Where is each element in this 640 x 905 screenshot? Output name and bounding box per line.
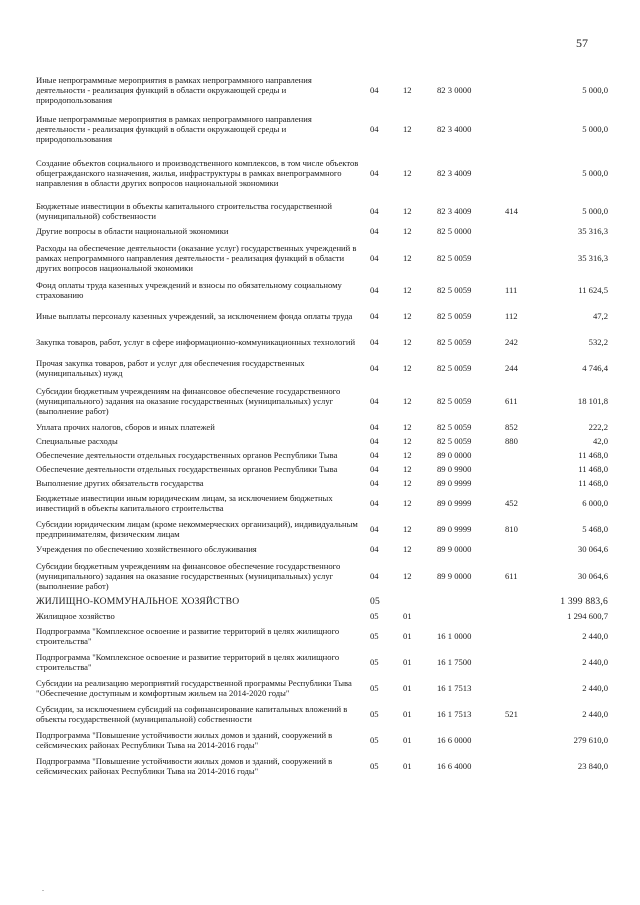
cell-name: Иные непрограммные мероприятия в рамках непрограммного направления деятельности - реализация функций в области окружающей среды и природопользования [36, 74, 312, 105]
cell-pr: 01 [403, 735, 412, 745]
cell-pr: 12 [403, 498, 412, 508]
cell-csr: 82 5 0000 [437, 226, 472, 236]
cell-pr: 12 [403, 464, 412, 474]
page-number: 57 [576, 36, 588, 50]
cell-vr: 111 [505, 285, 518, 295]
cell-vr [505, 238, 539, 277]
cell-name: Расходы на обеспечение деятельности (оказание услуг) государственных учреждений в рамках непрограммного направления деятельности - реализация функций в области других вопросов национальной экономики [36, 242, 357, 273]
cell-rz: 04 [370, 395, 379, 406]
cell-rz: 04 [370, 168, 379, 178]
cell-pr [403, 595, 437, 609]
cell-pr: 12 [403, 337, 412, 347]
cell-rz: 05 [370, 735, 379, 745]
cell-rz: 04 [370, 123, 379, 134]
cell-vr [505, 476, 539, 490]
cell-csr: 16 1 7500 [437, 657, 472, 667]
cell-csr: 89 0 0000 [437, 450, 472, 460]
cell-sum: 222,2 [588, 422, 608, 432]
cell-pr: 12 [403, 450, 412, 460]
cell-rz: 05 [370, 761, 379, 771]
cell-rz: 04 [370, 84, 379, 95]
cell-pr: 12 [403, 84, 412, 95]
cell-rz: 04 [370, 570, 379, 581]
cell-sum: 11 468,0 [578, 464, 608, 474]
cell-sum: 4 746,4 [582, 363, 608, 373]
cell-rz: 05 [370, 709, 379, 719]
cell-name: Другие вопросы в области национальной экономики [36, 226, 229, 236]
cell-vr: 452 [505, 498, 518, 508]
cell-rz: 04 [370, 252, 379, 263]
cell-pr: 12 [403, 570, 412, 581]
cell-pr: 12 [403, 123, 412, 134]
cell-pr: 12 [403, 422, 412, 432]
cell-name: Субсидии бюджетным учреждениям на финансовое обеспечение государственного (муниципального) задания на оказание государственных (муниципальных) услуг (выполнение работ) [36, 385, 341, 416]
cell-pr: 01 [403, 631, 412, 641]
cell-vr: 810 [505, 524, 518, 534]
cell-vr: 852 [505, 422, 518, 432]
cell-sum: 18 101,8 [577, 395, 608, 406]
cell-vr [505, 609, 539, 623]
cell-rz: 04 [370, 363, 379, 373]
cell-csr: 16 6 0000 [437, 735, 472, 745]
cell-sum: 279 610,0 [573, 735, 608, 745]
cell-sum: 30 064,6 [577, 544, 608, 554]
cell-vr: 244 [505, 363, 518, 373]
cell-pr: 12 [403, 206, 412, 216]
cell-csr: 82 5 0059 [437, 337, 472, 347]
cell-vr [505, 148, 539, 198]
cell-csr: 89 9 0000 [437, 544, 472, 554]
cell-rz: 04 [370, 436, 379, 446]
cell-vr [505, 727, 539, 753]
cell-name: Иные непрограммные мероприятия в рамках непрограммного направления деятельности - реализация функций в области окружающей среды и природопользования [36, 113, 312, 144]
table-row [36, 727, 608, 753]
table-row [36, 355, 608, 381]
cell-vr [505, 623, 539, 649]
cell-vr: 611 [505, 395, 518, 406]
table-row [36, 623, 608, 649]
cell-csr: 82 5 0059 [437, 363, 472, 373]
cell-sum: 11 624,5 [578, 285, 608, 295]
cell-pr: 12 [403, 285, 412, 295]
cell-rz: 04 [370, 311, 379, 321]
cell-rz: 04 [370, 544, 379, 554]
cell-sum: 23 840,0 [577, 761, 608, 771]
cell-pr: 12 [403, 363, 412, 373]
cell-rz: 04 [370, 285, 379, 295]
cell-csr: 82 3 4009 [437, 168, 472, 178]
cell-rz: 04 [370, 498, 379, 508]
cell-sum: 1 399 883,6 [560, 596, 608, 607]
cell-rz: 05 [370, 596, 380, 607]
cell-pr: 12 [403, 544, 412, 554]
table-row [36, 556, 608, 595]
cell-pr: 01 [403, 611, 412, 621]
cell-sum: 5 000,0 [582, 123, 608, 134]
cell-rz: 05 [370, 631, 379, 641]
cell-pr: 12 [403, 436, 412, 446]
cell-name: Субсидии бюджетным учреждениям на финансовое обеспечение государственного (муниципального) задания на оказание государственных (муниципальных) услуг (выполнение работ) [36, 560, 341, 591]
table-row [36, 109, 608, 148]
cell-vr [505, 462, 539, 476]
cell-sum: 5 000,0 [582, 206, 608, 216]
cell-name: Учреждения по обеспечению хозяйственного обслуживания [36, 544, 257, 554]
cell-pr: 12 [403, 395, 412, 406]
cell-name: Субсидии юридическим лицам (кроме некоммерческих организаций), индивидуальным предпринимателям, физическим лицам [36, 519, 358, 539]
cell-name: Обеспечение деятельности отдельных государственных органов Республики Тыва [36, 450, 338, 460]
cell-sum: 2 440,0 [582, 631, 608, 641]
cell-vr [505, 70, 539, 109]
cell-sum: 1 294 600,7 [567, 611, 608, 621]
cell-sum: 11 468,0 [578, 450, 608, 460]
cell-sum: 35 316,3 [577, 226, 608, 236]
table-row [36, 277, 608, 303]
table-row [36, 595, 608, 609]
budget-table [36, 70, 608, 779]
cell-vr: 112 [505, 311, 518, 321]
cell-csr: 82 5 0059 [437, 311, 472, 321]
table-row [36, 542, 608, 556]
cell-sum: 2 440,0 [582, 683, 608, 693]
table-row [36, 329, 608, 355]
table-row [36, 516, 608, 542]
cell-csr: 16 1 7513 [437, 683, 472, 693]
cell-csr: 16 1 7513 [437, 709, 472, 719]
cell-name: Подпрограмма "Комплексное освоение и развитие территорий в целях жилищного строительства" [36, 626, 340, 646]
cell-csr [437, 609, 505, 623]
cell-vr: 521 [505, 709, 518, 719]
cell-rz: 04 [370, 450, 379, 460]
table-row [36, 490, 608, 516]
cell-name: Обеспечение деятельности отдельных государственных органов Республики Тыва [36, 464, 338, 474]
cell-rz: 05 [370, 683, 379, 693]
cell-sum: 5 468,0 [582, 524, 608, 534]
cell-sum: 6 000,0 [582, 498, 608, 508]
table-row [36, 224, 608, 238]
cell-pr: 01 [403, 657, 412, 667]
cell-csr: 82 5 0059 [437, 285, 472, 295]
cell-rz: 04 [370, 422, 379, 432]
cell-name: Подпрограмма "Повышение устойчивости жилых домов и зданий, сооружений в сейсмических районах Республики Тыва на 2014-2016 годы" [36, 730, 333, 750]
cell-name: ЖИЛИЩНО-КОММУНАЛЬНОЕ ХОЗЯЙСТВО [36, 596, 240, 607]
table-row [36, 198, 608, 224]
cell-vr: 880 [505, 436, 518, 446]
cell-sum: 47,2 [592, 311, 608, 321]
cell-sum: 5 000,0 [582, 84, 608, 95]
table-row [36, 381, 608, 420]
cell-pr: 12 [403, 478, 412, 488]
cell-csr: 89 0 9900 [437, 464, 472, 474]
cell-rz: 04 [370, 337, 379, 347]
table-row [36, 148, 608, 198]
cell-vr [505, 753, 539, 779]
cell-rz: 04 [370, 464, 379, 474]
cell-sum: 30 064,6 [577, 570, 608, 581]
cell-name: Специальные расходы [36, 436, 118, 446]
cell-name: Субсидии на реализацию мероприятий государственной программы Республики Тыва "Обеспечение доступным и комфортным жильем на 2014-2020 годы" [36, 678, 352, 698]
cell-rz: 04 [370, 226, 379, 236]
cell-csr: 89 0 9999 [437, 498, 472, 508]
cell-vr [505, 675, 539, 701]
table-row [36, 609, 608, 623]
cell-name: Подпрограмма "Повышение устойчивости жилых домов и зданий, сооружений в сейсмических районах Республики Тыва на 2014-2016 годы" [36, 756, 333, 776]
cell-csr: 16 6 4000 [437, 761, 472, 771]
cell-pr: 12 [403, 168, 412, 178]
cell-sum: 532,2 [588, 337, 608, 347]
cell-sum: 2 440,0 [582, 709, 608, 719]
cell-csr: 82 5 0059 [437, 395, 472, 406]
cell-csr: 82 5 0059 [437, 252, 472, 263]
cell-vr [505, 448, 539, 462]
cell-csr: 82 3 0000 [437, 84, 472, 95]
table-row [36, 649, 608, 675]
cell-name: Подпрограмма "Комплексное освоение и развитие территорий в целях жилищного строительства" [36, 652, 340, 672]
cell-name: Бюджетные инвестиции в объекты капитального строительства государственной (муниципальной) собственности [36, 201, 332, 221]
cell-csr: 89 0 9999 [437, 524, 472, 534]
cell-csr: 82 5 0059 [437, 422, 472, 432]
table-row [36, 462, 608, 476]
cell-name: Уплата прочих налогов, сборов и иных платежей [36, 422, 215, 432]
cell-name: Выполнение других обязательств государства [36, 478, 204, 488]
cell-vr [505, 649, 539, 675]
table-row [36, 448, 608, 462]
table-row [36, 420, 608, 434]
table-row [36, 476, 608, 490]
table-row [36, 675, 608, 701]
cell-name: Субсидии, за исключением субсидий на софинансирование капитальных вложений в объекты государственной (муниципальной) собственности [36, 704, 348, 724]
cell-csr: 82 5 0059 [437, 436, 472, 446]
cell-csr: 89 0 9999 [437, 478, 472, 488]
cell-name: Бюджетные инвестиции иным юридическим лицам, за исключением бюджетных инвестиций в объекты капитального строительства [36, 493, 333, 513]
cell-name: Фонд оплаты труда казенных учреждений и взносы по обязательному социальному страхованию [36, 280, 342, 300]
cell-name: Прочая закупка товаров, работ и услуг для обеспечения государственных (муниципальных) нужд [36, 358, 305, 378]
cell-rz: 05 [370, 657, 379, 667]
cell-rz: 04 [370, 206, 379, 216]
cell-vr [505, 109, 539, 148]
table-row [36, 701, 608, 727]
cell-name: Иные выплаты персоналу казенных учреждений, за исключением фонда оплаты труда [36, 311, 353, 321]
cell-pr: 01 [403, 709, 412, 719]
cell-pr: 01 [403, 683, 412, 693]
cell-rz: 05 [370, 611, 379, 621]
table-row [36, 753, 608, 779]
scan-mark: . [42, 884, 44, 893]
cell-name: Создание объектов социального и производственного комплексов, в том числе объектов общегражданского назначения, жилья, инфраструктуры в рамках внепрограммного направления в области других вопросов национальной экономики [36, 158, 359, 188]
cell-pr: 12 [403, 226, 412, 236]
cell-name: Закупка товаров, работ, услуг в сфере информационно-коммуникационных технологий [36, 337, 356, 347]
cell-sum: 5 000,0 [582, 168, 608, 178]
table-row [36, 238, 608, 277]
cell-sum: 2 440,0 [582, 657, 608, 667]
cell-pr: 12 [403, 311, 412, 321]
cell-pr: 12 [403, 252, 412, 263]
table-row [36, 434, 608, 448]
cell-vr [505, 224, 539, 238]
cell-vr [505, 595, 539, 609]
cell-csr [437, 595, 505, 609]
cell-rz: 04 [370, 524, 379, 534]
table-row [36, 70, 608, 109]
cell-csr: 89 9 0000 [437, 570, 472, 581]
cell-name: Жилищное хозяйство [36, 611, 115, 621]
cell-rz: 04 [370, 478, 379, 488]
cell-vr: 242 [505, 337, 518, 347]
cell-sum: 42,0 [592, 436, 608, 446]
cell-vr: 611 [505, 570, 518, 581]
cell-sum: 11 468,0 [578, 478, 608, 488]
cell-pr: 12 [403, 524, 412, 534]
cell-csr: 82 3 4000 [437, 123, 472, 134]
cell-vr [505, 542, 539, 556]
cell-csr: 16 1 0000 [437, 631, 472, 641]
cell-sum: 35 316,3 [577, 252, 608, 263]
table-row [36, 303, 608, 329]
cell-vr: 414 [505, 206, 518, 216]
cell-pr: 01 [403, 761, 412, 771]
cell-csr: 82 3 4009 [437, 206, 472, 216]
